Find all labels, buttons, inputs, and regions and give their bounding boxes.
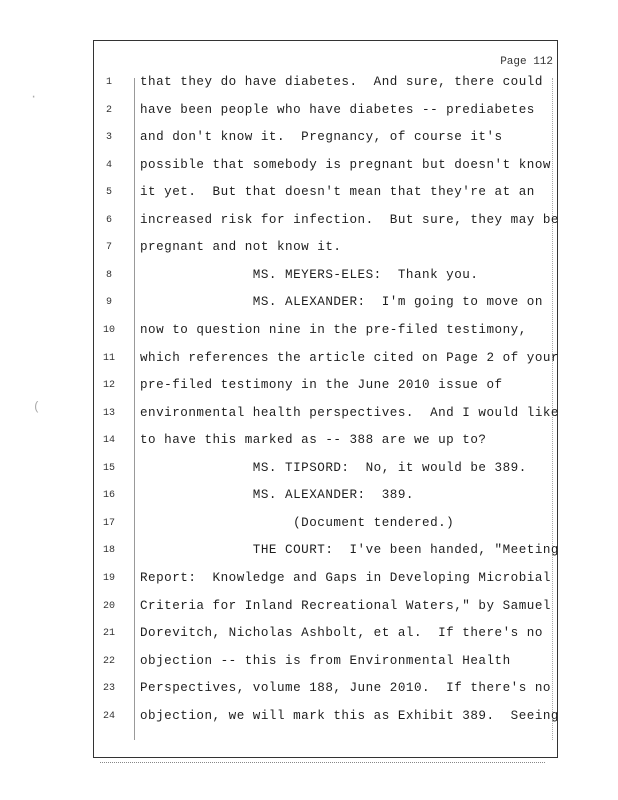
transcript-line — [0, 376, 618, 396]
transcript-line — [0, 514, 618, 534]
line-text: MS. TIPSORD: No, it would be 389. — [140, 460, 527, 475]
line-number: 6 — [105, 214, 112, 226]
transcript-line — [0, 569, 618, 589]
scan-speck: ( — [33, 400, 41, 414]
line-number: 16 — [102, 490, 115, 502]
page-number-label: Page 112 — [500, 56, 553, 68]
line-number: 18 — [102, 545, 115, 557]
transcript-line — [0, 73, 618, 93]
transcript-line — [0, 486, 618, 506]
line-text: possible that somebody is pregnant but doesn't know — [140, 157, 551, 172]
line-text: which references the article cited on Page 2 of your — [140, 350, 559, 365]
transcript-line — [0, 156, 618, 176]
line-text: pregnant and not know it. — [140, 240, 342, 255]
transcript-line — [0, 101, 618, 121]
transcript-line — [0, 293, 618, 313]
transcript-line — [0, 624, 618, 644]
transcript-line — [0, 349, 618, 369]
transcript-line — [0, 128, 618, 148]
line-number: 7 — [105, 242, 112, 254]
line-number: 13 — [102, 407, 115, 419]
line-number: 19 — [102, 572, 115, 584]
transcript-line — [0, 541, 618, 561]
line-number: 23 — [102, 683, 115, 695]
transcript-line — [0, 431, 618, 451]
line-text: (Document tendered.) — [140, 515, 455, 530]
line-text: objection -- this is from Environmental Health — [140, 653, 511, 668]
transcript-line — [0, 459, 618, 479]
transcript-line — [0, 211, 618, 231]
line-number: 10 — [102, 325, 115, 336]
bottom-margin-rule — [100, 762, 545, 763]
line-text: Perspectives, volume 188, June 2010. If there's no — [140, 681, 551, 696]
transcript-line — [0, 238, 618, 258]
line-text: THE COURT: I've been handed, "Meeting — [140, 543, 559, 558]
line-text: environmental health perspectives. And I would like — [140, 405, 559, 420]
line-text: now to question nine in the pre-filed testimony, — [140, 323, 527, 337]
transcript-line — [0, 321, 618, 341]
line-number: 4 — [105, 159, 112, 171]
line-number: 3 — [105, 132, 112, 144]
line-text: have been people who have diabetes -- prediabetes — [140, 102, 535, 117]
line-number: 22 — [102, 655, 115, 667]
line-number: 9 — [105, 297, 112, 309]
line-text: objection, we will mark this as Exhibit 389. Seeing — [140, 708, 559, 723]
line-text: to have this marked as -- 388 are we up to? — [140, 433, 487, 448]
line-text: that they do have diabetes. And sure, there could — [140, 75, 543, 89]
line-text: and don't know it. Pregnancy, of course it's — [140, 130, 503, 145]
transcript-line — [0, 652, 618, 672]
line-number: 2 — [105, 104, 112, 116]
line-text: increased risk for infection. But sure, they may be — [140, 212, 559, 227]
line-number: 24 — [102, 710, 115, 722]
line-number: 5 — [105, 187, 112, 199]
line-number: 14 — [102, 435, 115, 447]
line-number: 12 — [102, 380, 115, 392]
transcript-line — [0, 404, 618, 424]
line-number: 8 — [105, 269, 112, 281]
line-number: 21 — [102, 628, 115, 639]
scan-speck: · — [30, 90, 38, 104]
transcript-line — [0, 679, 618, 699]
line-text: Criteria for Inland Recreational Waters," by Samuel — [140, 598, 551, 613]
line-text: Report: Knowledge and Gaps in Developing Microbial — [140, 570, 551, 585]
line-text: MS. ALEXANDER: I'm going to move on — [140, 295, 543, 310]
transcript-line — [0, 266, 618, 286]
line-text: pre-filed testimony in the June 2010 issue of — [140, 378, 503, 393]
line-text: it yet. But that doesn't mean that they're at an — [140, 185, 535, 200]
line-number: 15 — [102, 462, 115, 474]
line-text: Dorevitch, Nicholas Ashbolt, et al. If there's no — [140, 626, 543, 640]
line-number: 20 — [102, 600, 115, 612]
line-number: 17 — [102, 517, 115, 529]
line-number: 1 — [105, 77, 112, 88]
line-number: 11 — [102, 352, 115, 364]
transcript-line — [0, 597, 618, 617]
line-text: MS. MEYERS-ELES: Thank you. — [140, 267, 479, 282]
line-text: MS. ALEXANDER: 389. — [140, 488, 414, 503]
transcript-line — [0, 183, 618, 203]
transcript-line — [0, 707, 618, 727]
